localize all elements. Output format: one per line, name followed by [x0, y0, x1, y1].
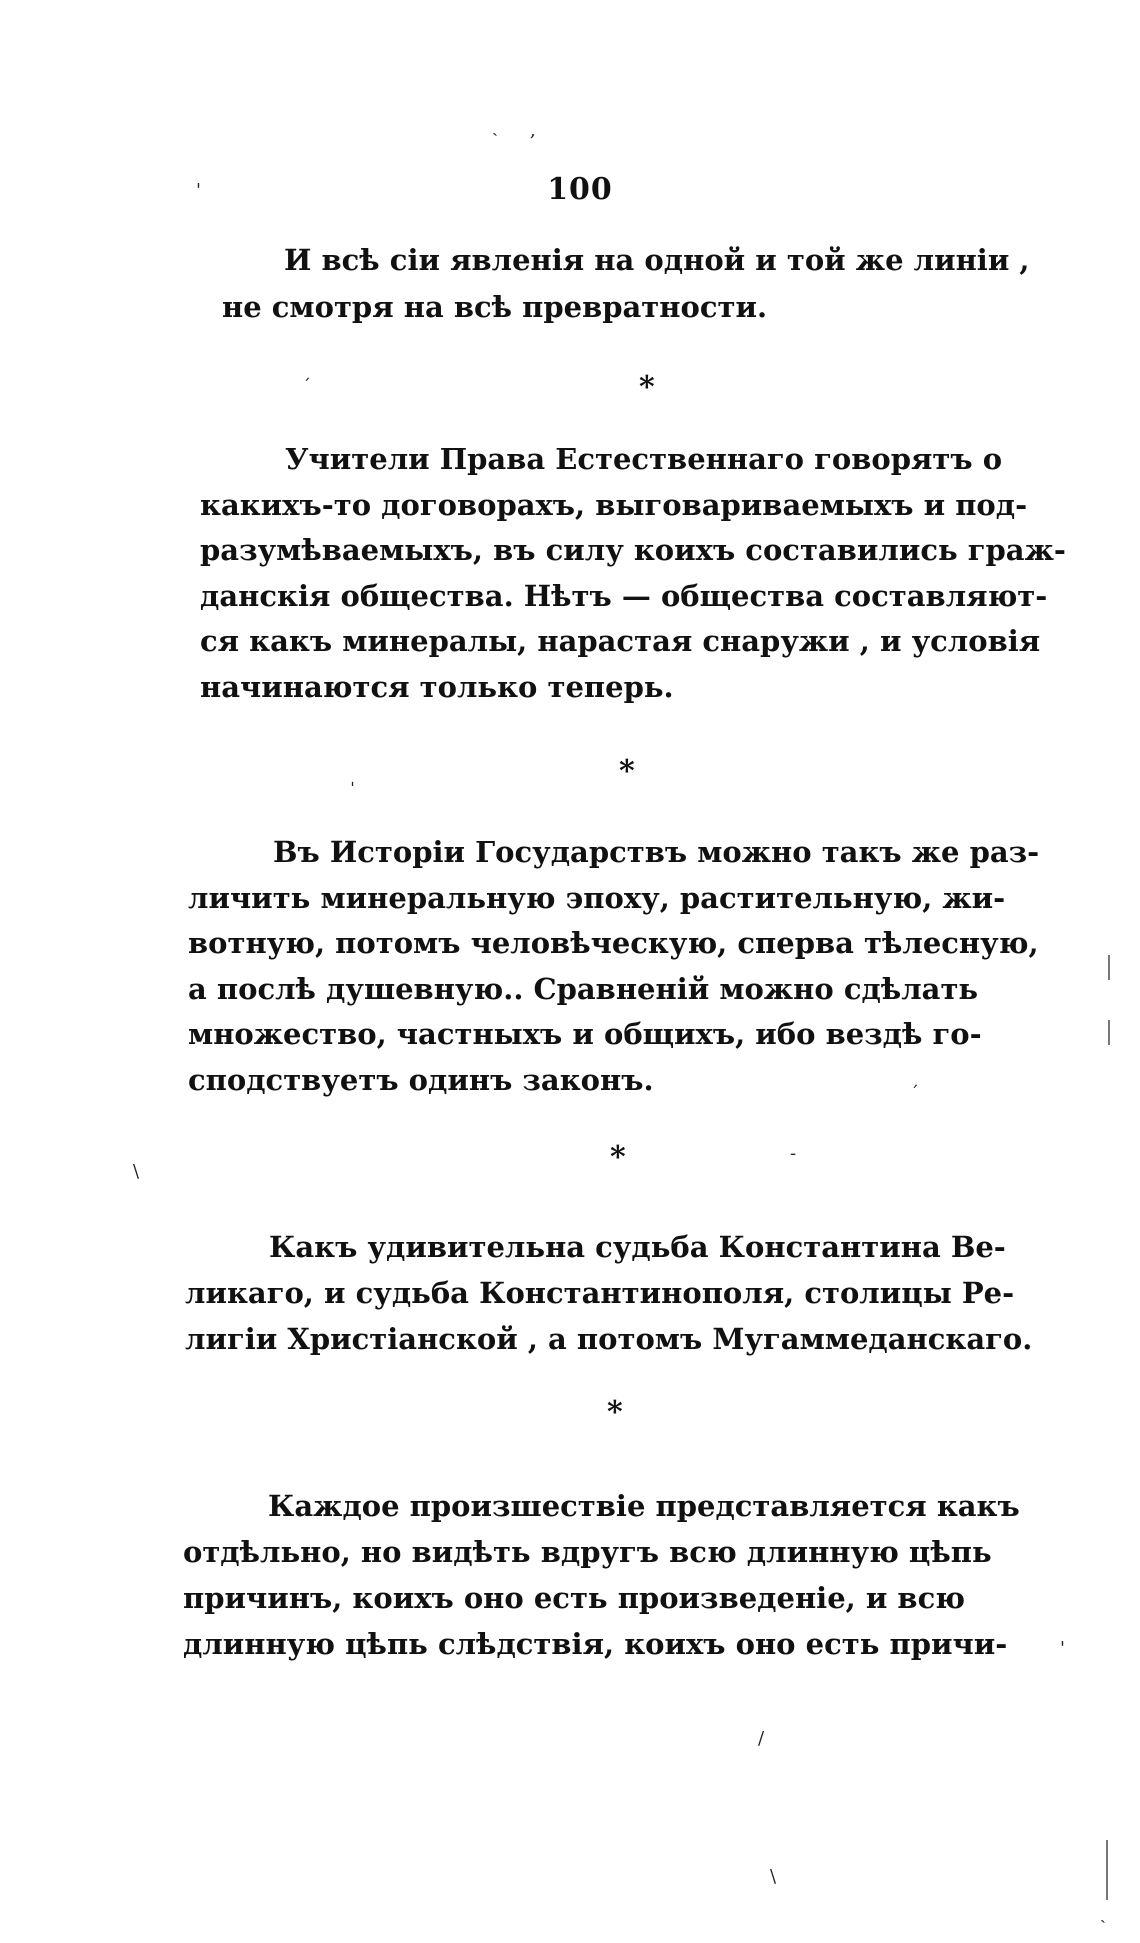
text-line: а послѣ душевную.. Сравненій можно сдѣлать	[188, 971, 979, 1006]
section-separator: *	[619, 754, 635, 789]
scan-speck: -	[790, 1143, 797, 1164]
paragraph-4	[185, 1224, 1032, 1362]
scan-speck: \	[133, 1161, 140, 1182]
text-line: личить минеральную эпоху, растительную, жи-	[188, 880, 1006, 915]
scan-edge-line	[1106, 1840, 1108, 1900]
text-line: ся какъ минералы, нарастая снаружи , и условія	[200, 624, 1041, 658]
scan-speck: ˊ	[910, 1083, 919, 1104]
text-line: начинаются только теперь.	[200, 669, 674, 704]
scan-speck: '	[1060, 1638, 1065, 1659]
scan-speck: ˎ	[1100, 1903, 1106, 1924]
scan-edge-line	[1108, 955, 1110, 980]
text-line: Учители Права Естественнаго говорятъ о	[285, 442, 1003, 476]
text-line: данскія общества. Нѣтъ — общества составляют-	[200, 578, 1048, 613]
text-line: вотную, потомъ человѣческую, сперва тѣлесную,	[188, 926, 1039, 960]
text-line: лигіи Христіанской , а потомъ Мугаммеданскаго.	[185, 1322, 1033, 1356]
scan-edge-line	[1108, 1020, 1110, 1045]
text-line: сподствуетъ одинъ законъ.	[188, 1062, 654, 1097]
text-line: Какъ удивительна судьба Константина Ве-	[269, 1230, 1006, 1264]
scan-speck: /	[758, 1728, 765, 1749]
scan-speck: \	[770, 1866, 777, 1887]
text-line: какихъ-то договорахъ, выговариваемыхъ и под-	[200, 487, 1028, 522]
text-line: множество, частныхъ и общихъ, ибо вездѣ го-	[188, 1017, 982, 1051]
paragraph-3	[188, 830, 1039, 1103]
scan-speck: ˌ	[350, 768, 355, 789]
text-line: ликаго, и судьба Константинополя, столицы Ре-	[185, 1276, 1015, 1310]
text-line: Въ Исторіи Государствъ можно такъ же раз-	[273, 835, 1040, 869]
scan-speck: ˊ	[302, 376, 311, 397]
text-line: И всѣ сіи явленія на одной и той же линіи ,	[284, 243, 1030, 277]
text-line: Каждое произшествіе представляется какъ	[268, 1489, 1020, 1523]
text-line: длинную цѣпь слѣдствія, коихъ оно есть причи-	[183, 1627, 1008, 1661]
section-separator: *	[639, 370, 655, 405]
text-line: отдѣльно, но видѣть вдругъ всю длинную цѣпь	[183, 1535, 992, 1569]
paragraph-1	[222, 237, 1030, 331]
text-line: не смотря на всѣ превратности.	[222, 290, 768, 324]
text-line: причинъ, коихъ оно есть произведеніе, и всю	[183, 1581, 965, 1615]
section-separator: *	[607, 1395, 623, 1430]
paragraph-2	[200, 437, 1066, 710]
section-separator: *	[610, 1140, 626, 1175]
paragraph-5	[183, 1483, 1020, 1667]
text-line: разумѣваемыхъ, въ силу коихъ составились граж-	[200, 533, 1066, 567]
scan-speck: ,	[530, 120, 536, 141]
scan-speck: ˎ	[492, 116, 498, 137]
scan-speck: '	[196, 180, 201, 201]
page-number: 100	[547, 172, 613, 207]
